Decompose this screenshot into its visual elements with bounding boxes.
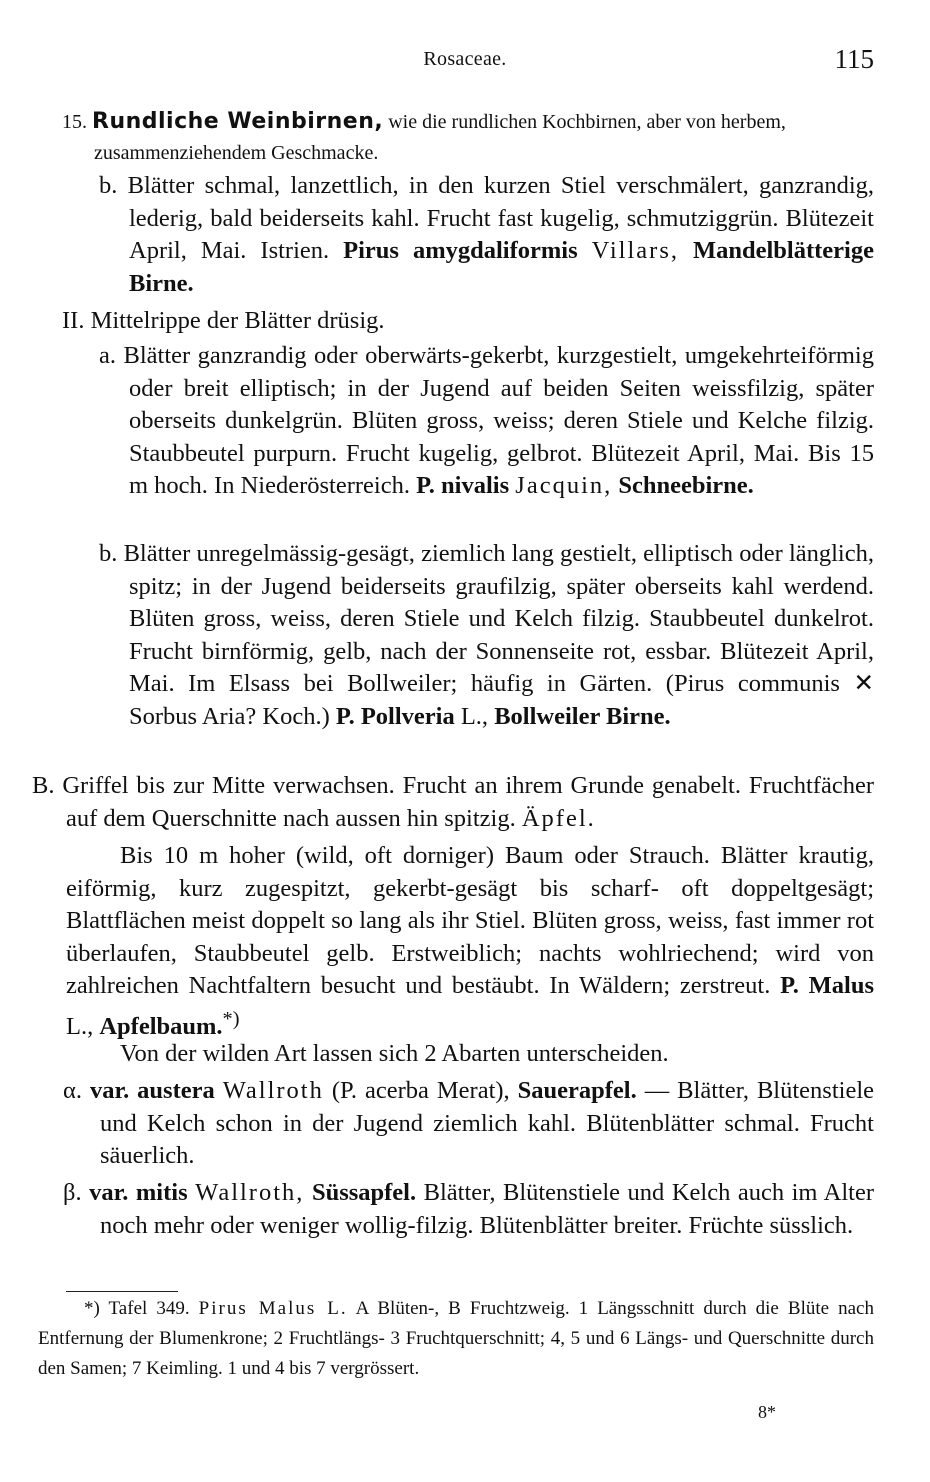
- entry-text: wie die rundlichen Kochbirnen, aber von herbem,: [383, 111, 786, 133]
- entry-label: b.: [99, 172, 118, 199]
- footnote-mark: *): [84, 1298, 100, 1319]
- entry-text: Blätter schmal, lanzettlich, in den kurzen Stiel verschmälert, ganzrandig, lederig, bald beiderseits kahl. Frucht fast kugelig, schmutziggrün. Blütezeit April, Mai. Istrien.: [117, 172, 874, 265]
- entry-name: Rundliche Weinbirnen,: [92, 109, 384, 134]
- species-name: Pirus amygdaliformis: [343, 237, 578, 265]
- common-name: Mandelblätterige Birne.: [129, 237, 874, 297]
- entry-B: [32, 770, 874, 835]
- plate-species: Pirus Malus L.: [198, 1298, 348, 1319]
- entry-label: a.: [99, 342, 116, 369]
- entry-15: [62, 106, 874, 169]
- entry-text: Mittelrippe der Blätter drüsig.: [84, 307, 385, 334]
- entry-text: Griffel bis zur Mitte verwachsen. Frucht an ihrem Grunde genabelt. Fruchtfächer auf dem Querschnitte nach aussen hin spitzig.: [54, 772, 874, 832]
- entry-text: — Blätter, Blütenstiele und Kelch schon in der Jugend ziemlich kahl. Blütenblätter schmal. Frucht säuerlich.: [100, 1077, 875, 1170]
- common-name: Apfelbaum.: [99, 1013, 223, 1041]
- entry-text: Bis 10 m hoher (wild, oft dorniger) Baum oder Strauch. Blätter krautig, eiförmig, kurz zugespitzt, gekerbt-gesägt bis scharf- oft doppeltgesägt; Blattflächen meist doppelt so lang als ihr Stiel. Blüten gross, weiss, fast immer rot überlaufen, Staubbeutel gelb. Erstweiblich; nachts wohlriechend; wird von zahlreichen Nachtfaltern besucht und bestäubt. In Wäldern; zerstreut.: [66, 842, 874, 1000]
- entry-text-cont: zusammenziehendem Geschmacke.: [94, 142, 379, 164]
- footnote-divider: [66, 1291, 178, 1292]
- entry-alpha-austera: [63, 1075, 875, 1173]
- author-name: Wallroth,: [195, 1179, 305, 1206]
- plate-label: Tafel 349.: [108, 1298, 190, 1319]
- species-name: P. Malus: [780, 972, 874, 1000]
- page-number: 115: [834, 44, 874, 74]
- entry-label: B.: [32, 772, 55, 799]
- entry-label: b.: [99, 540, 118, 567]
- footnote-ref: *): [222, 1007, 240, 1030]
- author-name: L.,: [460, 702, 489, 730]
- entry-text: (P. acerba Merat),: [323, 1077, 518, 1104]
- page-header: [0, 44, 930, 78]
- variety-name: var. austera: [89, 1077, 215, 1104]
- entry-label: α.: [63, 1077, 82, 1104]
- running-title: Rosaceae.: [423, 48, 507, 70]
- common-name: Sauerapfel.: [517, 1077, 637, 1104]
- entry-text: Blätter, Blütenstiele und Kelch auch im Alter noch mehr oder weniger wollig-filzig. Blütenblätter breiter. Früchte süsslich.: [100, 1179, 875, 1239]
- author-name: Villars,: [591, 237, 679, 265]
- footnote-text: A Blüten-, B Fruchtzweig. 1 Längsschnitt durch die Blüte nach Entfernung der Blumenkrone; 2 Fruchtlängs- 3 Fruchtquerschnitt; 4, 5 und 6 Längs- und Querschnitte durch den Samen; 7 Keimling. 1 und 4 bis 7 vergrössert.: [38, 1298, 874, 1379]
- signature-mark: 8*: [758, 1402, 776, 1422]
- author-name: L.,: [66, 1013, 94, 1041]
- entry-malus-description: [66, 840, 874, 1044]
- common-name: Bollweiler Birne.: [494, 702, 671, 730]
- author-name: Wallroth: [222, 1077, 324, 1104]
- entry-b-amygdaliformis: [99, 170, 874, 300]
- entry-text: Von der wilden Art lassen sich 2 Abarten unterscheiden.: [120, 1040, 669, 1067]
- entry-text: Blätter unregelmässig-gesägt, ziemlich lang gestielt, elliptisch oder länglich, spitz; in der Jugend beiderseits graufilzig, später oberseits kahl werdend. Blüten gross, weiss, deren Stiele und Kelch filzig. Staubbeutel dunkelrot. Frucht birnförmig, gelb, nach der Sonnenseite rot, essbar. Blütezeit April, Mai. Im Elsass bei Bollweiler; häufig in Gärten. (Pirus communis ✕ Sorbus Aria? Koch.): [117, 540, 874, 730]
- entry-b-pollveria: [99, 538, 874, 734]
- entry-number: 15.: [62, 111, 87, 133]
- genus-name: Äpfel.: [521, 804, 596, 832]
- common-name: Süssapfel.: [311, 1179, 417, 1206]
- author-name: Jacquin,: [515, 472, 613, 500]
- entry-II: [62, 305, 874, 338]
- footnote: [38, 1294, 874, 1384]
- species-name: P. nivalis: [416, 472, 510, 500]
- entry-varieties-intro: [120, 1038, 874, 1071]
- common-name: Schneebirne.: [618, 472, 754, 500]
- variety-name: var. mitis: [89, 1179, 188, 1206]
- entry-beta-mitis: [63, 1177, 875, 1242]
- entry-label: II.: [62, 307, 85, 334]
- entry-text: Blätter ganzrandig oder oberwärts-gekerbt, kurzgestielt, umgekehrteiförmig oder breit elliptisch; in der Jugend auf beiden Seiten weissfilzig, später oberseits dunkelgrün. Blüten gross, weiss; deren Stiele und Kelche filzig. Staubbeutel purpurn. Frucht kugelig, gelbrot. Blütezeit April, Mai. Bis 15 m hoch. In Niederösterreich.: [116, 342, 874, 500]
- species-name: P. Pollveria: [335, 702, 455, 730]
- entry-label: β.: [63, 1179, 82, 1206]
- entry-a-nivalis: [99, 340, 874, 503]
